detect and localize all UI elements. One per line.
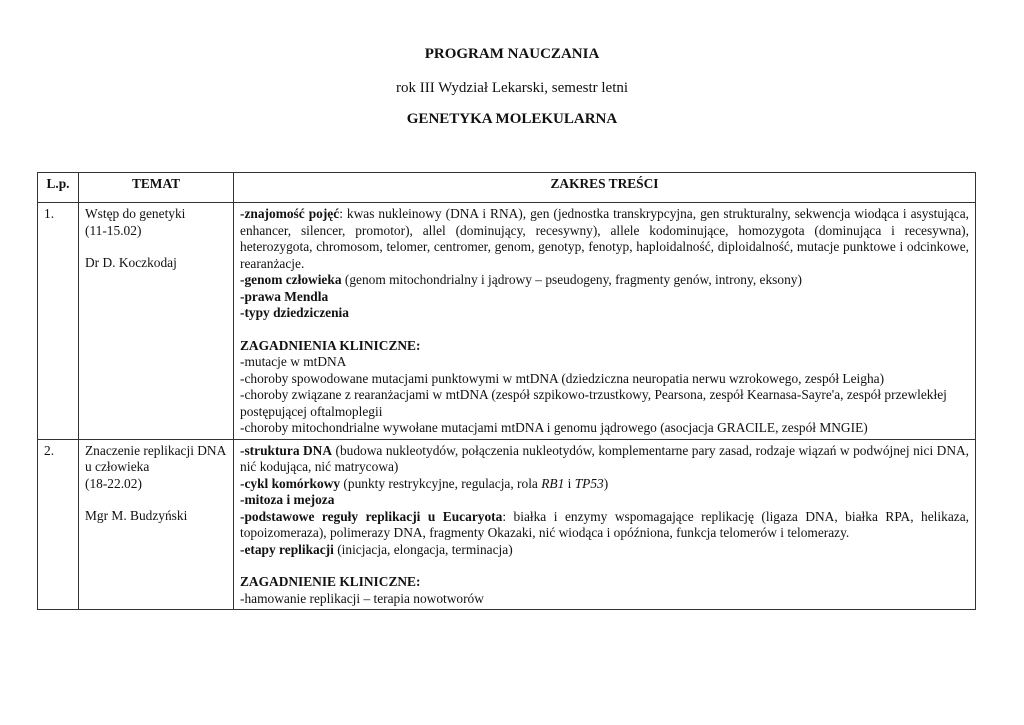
content-term: -typy dziedziczenia — [240, 305, 349, 320]
topic-dates: (18-22.02) — [85, 475, 142, 491]
content-paragraph — [240, 289, 969, 306]
page-title: PROGRAM NAUCZANIA — [424, 46, 600, 62]
content-paragraph — [240, 305, 969, 322]
content-term: -etapy replikacji — [240, 541, 334, 557]
content-text: : białka i enzymy wspomagające replikację (ligaza DNA, białka RPA, helikaza, topoizomeraza), polimerazy DNA, fragmenty Okazaki, nić wiodąca i opóźniona, funkcja telomerów i telomerazy. — [240, 508, 969, 540]
topic-cell — [79, 203, 234, 440]
content-paragraph — [240, 492, 969, 509]
content-text: (punkty restrykcyjne, regulacja, rola — [340, 475, 542, 491]
content-text: : kwas nukleinowy (DNA i RNA), gen (jednostka transkrypcyjna, gen strukturalny, sekwencja wiodąca i asystująca, enhancer, silencer, promotor), allel (dominujący, recesywny), allele kodominujące, homozygota (dominująca i recesywna), heterozygota, chromosom, telomer, centromer, genom, genotyp, fenotyp, haploidalność, diploidalność, mutacje punktowe i odcinkowe, rearanżacje. — [240, 206, 969, 271]
content-term: -mitoza i mejoza — [240, 492, 335, 507]
topic-cell — [79, 439, 234, 610]
gene-name: RB1 — [541, 475, 565, 491]
clinical-heading — [240, 338, 969, 355]
clinical-item: -choroby spowodowane mutacjami punktowymi w mtDNA (dziedziczna neuropatia nerwu wzrokowego, zespół Leigha) — [240, 370, 885, 386]
content-text: (inicjacja, elongacja, terminacja) — [333, 541, 513, 557]
course-title: GENETYKA MOLEKULARNA — [406, 111, 618, 127]
content-term: -struktura DNA — [240, 442, 333, 458]
clinical-heading-text: ZAGADNIENIE KLINICZNE: — [240, 574, 421, 589]
content-text: (genom mitochondrialny i jądrowy – pseudogeny, fragmenty genów, introny, eksony) — [341, 272, 802, 287]
content-term: -znajomość pojęć — [240, 206, 340, 221]
content-term: -podstawowe reguły replikacji u Eucaryota — [240, 508, 503, 524]
gene-name: TP53 — [574, 475, 604, 491]
content-paragraph — [240, 272, 969, 289]
content-text: (budowa nukleotydów, połączenia nukleotydów, komplementarne pary zasad, rodzaje wiązań w podwójnej nici DNA, nić kodująca, nić matrycowa) — [240, 442, 970, 474]
topic-lecturer: Dr D. Koczkodaj — [85, 255, 177, 270]
content-text: i — [564, 475, 575, 491]
topic-dates: (11-15.02) — [85, 222, 142, 238]
content-text: ) — [603, 475, 609, 491]
page-subtitle: rok III Wydział Lekarski, semestr letni — [395, 80, 629, 96]
content-paragraph — [240, 476, 969, 493]
clinical-item: -mutacje w mtDNA — [240, 354, 347, 369]
column-header-lp: L.p. — [38, 173, 79, 203]
syllabus-table — [37, 172, 976, 610]
clinical-item: -choroby związane z rearanżacjami w mtDNA (zespół szpikowo-trzustkowy, Pearsona, zespół Kearnasa-Sayre'a, zespół przewlekłej postępującej oftalmoplegii — [240, 387, 947, 419]
content-cell — [234, 203, 976, 440]
table-row — [38, 203, 976, 440]
row-number: 1. — [38, 203, 79, 440]
clinical-heading-text: ZAGADNIENIA KLINICZNE: — [240, 337, 421, 353]
content-paragraph — [240, 542, 969, 559]
topic-lecturer: Mgr M. Budzyński — [85, 508, 188, 523]
topic-title: Wstęp do genetyki — [85, 206, 186, 221]
column-header-temat: TEMAT — [79, 173, 234, 203]
content-paragraph — [240, 206, 969, 272]
table-row — [38, 439, 976, 610]
content-cell — [234, 439, 976, 610]
column-header-zakres: ZAKRES TREŚCI — [234, 173, 976, 203]
content-paragraph — [240, 443, 969, 476]
clinical-heading — [240, 574, 969, 591]
content-term: -genom człowieka — [240, 272, 342, 287]
clinical-item: -hamowanie replikacji – terapia nowotworów — [240, 590, 484, 606]
content-term: -prawa Mendla — [240, 288, 329, 304]
content-term: -cykl komórkowy — [240, 475, 341, 491]
clinical-item: -choroby mitochondrialne wywołane mutacjami mtDNA i genomu jądrowego (asocjacja GRACILE, zespół MNGIE) — [240, 420, 868, 435]
table-header-row — [38, 173, 976, 203]
topic-title: Znaczenie replikacji DNA u człowieka — [85, 442, 226, 474]
content-paragraph — [240, 509, 969, 542]
row-number: 2. — [38, 439, 79, 610]
